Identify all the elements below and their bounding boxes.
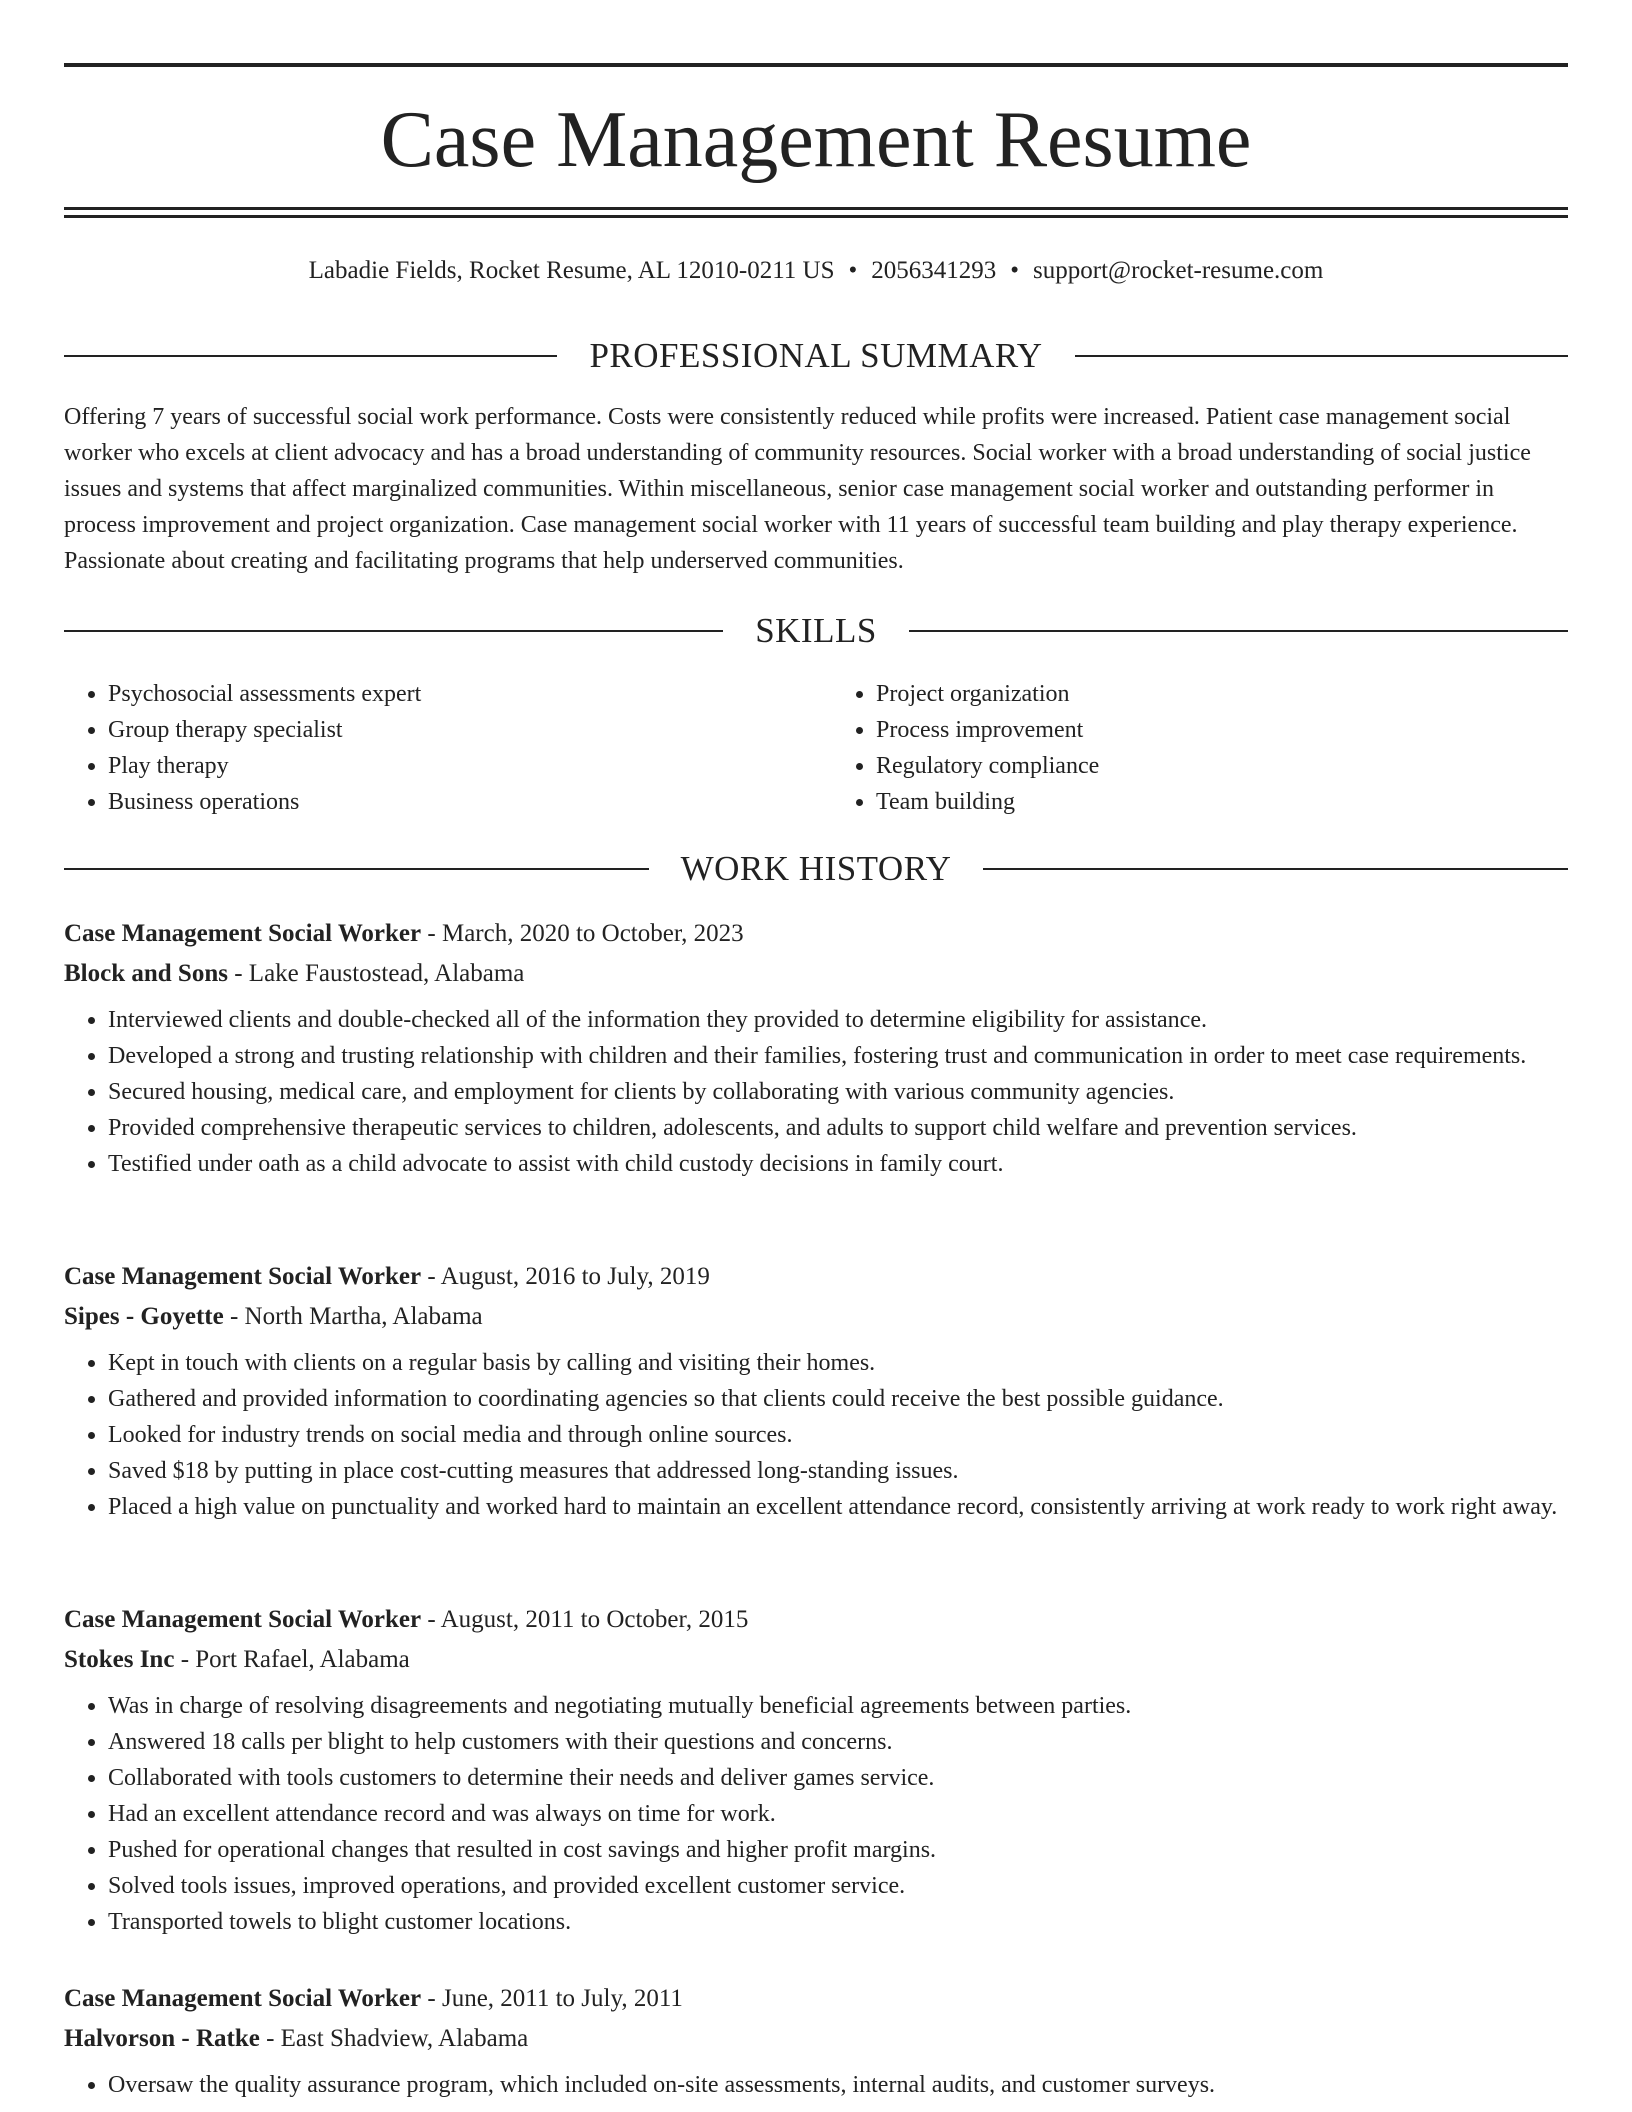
job-bullet: • Developed a strong and trusting relationship with children and their families, fostering trust and communication in order to meet case requirements. <box>108 1038 1568 1074</box>
dash: - <box>421 1606 441 1633</box>
divider <box>983 868 1568 870</box>
job-bullets <box>64 1345 1568 1525</box>
dash: - <box>259 2025 281 2052</box>
skills-list <box>64 676 1568 820</box>
job-dates: March, 2020 to October, 2023 <box>441 920 744 947</box>
job-dates: June, 2011 to July, 2011 <box>441 1985 683 2012</box>
summary-text: Offering 7 years of successful social work performance. Costs were consistently reduced while profits were increased. Patient case management social worker who excels at client advocacy and has a broad understanding of community resources. Social worker with a broad understanding of social justice issues and systems that affect marginalized communities. Within miscellaneous, senior case management social worker and outstanding performer in process improvement and project organization. Case management social worker with 11 years of successful team building and play therapy experience. Passionate about creating and facilitating programs that help underserved communities. <box>64 404 1531 574</box>
skill-item: • Business operations <box>108 784 816 820</box>
skill-item: • Regulatory compliance <box>876 748 1568 784</box>
section-title: SKILLS <box>755 611 877 650</box>
job-bullet: • Oversaw the quality assurance program, which included on-site assessments, internal audits, and customer surveys. <box>108 2067 1568 2103</box>
job-location: Lake Faustostead, Alabama <box>248 960 525 987</box>
contact-separator: • <box>848 257 858 284</box>
job-title: Case Management Social Worker <box>64 920 422 947</box>
job-title: Case Management Social Worker <box>64 1606 422 1633</box>
skill-item: • Psychosocial assessments expert <box>108 676 816 712</box>
dash: - <box>223 1303 245 1330</box>
job-title-line <box>64 1979 1568 2019</box>
dash: - <box>227 960 249 987</box>
job-bullet: • Placed a high value on punctuality and worked hard to maintain an excellent attendance record, consistently arriving at work ready to work right away. <box>108 1489 1568 1525</box>
divider <box>1075 355 1568 357</box>
job-bullets <box>64 1002 1568 1182</box>
job-title-line <box>64 1600 1568 1640</box>
skill-item: • Process improvement <box>876 712 1568 748</box>
job-dates: August, 2011 to October, 2015 <box>440 1606 749 1633</box>
contact-email: support@rocket-resume.com <box>1033 257 1324 284</box>
divider <box>64 868 649 870</box>
job-bullet: • Gathered and provided information to coordinating agencies so that clients could receive the best possible guidance. <box>108 1381 1568 1417</box>
work-heading <box>64 847 1568 891</box>
job-bullet: • Interviewed clients and double-checked all of the information they provided to determine eligibility for assistance. <box>108 1002 1568 1038</box>
contact-separator: • <box>1010 257 1020 284</box>
job-company-line <box>64 954 1568 994</box>
section-title: PROFESSIONAL SUMMARY <box>589 336 1043 375</box>
job-bullet: • Testified under oath as a child advocate to assist with child custody decisions in family court. <box>108 1146 1568 1182</box>
skill-item: • Play therapy <box>108 748 816 784</box>
title-rule-lower <box>64 215 1568 218</box>
job-bullet: • Transported towels to blight customer locations. <box>108 1904 1568 1940</box>
title-rule-upper <box>64 207 1568 210</box>
job-title-line <box>64 1257 1568 1297</box>
skill-item: • Project organization <box>876 676 1568 712</box>
job-bullets <box>64 1688 1568 1940</box>
job-bullet: • Looked for industry trends on social media and through online sources. <box>108 1417 1568 1453</box>
skills-column-right <box>816 676 1568 820</box>
job-company: Stokes Inc <box>64 1646 175 1673</box>
job-bullet: • Solved tools issues, improved operations, and provided excellent customer service. <box>108 1868 1568 1904</box>
job-bullet: • Answered 18 calls per blight to help customers with their questions and concerns. <box>108 1724 1568 1760</box>
job-location: Port Rafael, Alabama <box>195 1646 410 1673</box>
job-location: East Shadview, Alabama <box>280 2025 529 2052</box>
job-bullet: • Saved $18 by putting in place cost-cutting measures that addressed long-standing issues. <box>108 1453 1568 1489</box>
section-title: WORK HISTORY <box>680 849 952 888</box>
contact-line <box>64 255 1568 287</box>
job-entry <box>64 1600 1568 1940</box>
job-company-line <box>64 1297 1568 1337</box>
job-entry <box>64 1979 1568 2103</box>
job-company: Sipes - Goyette <box>64 1303 224 1330</box>
contact-address: Labadie Fields, Rocket Resume, AL 12010-0211 US <box>308 257 835 284</box>
dash: - <box>421 1263 441 1290</box>
job-bullet: • Was in charge of resolving disagreements and negotiating mutually beneficial agreements between parties. <box>108 1688 1568 1724</box>
job-company-line <box>64 2019 1568 2059</box>
job-bullet: • Pushed for operational changes that resulted in cost savings and higher profit margins. <box>108 1832 1568 1868</box>
job-bullet: • Provided comprehensive therapeutic services to children, adolescents, and adults to support child welfare and prevention services. <box>108 1110 1568 1146</box>
job-title: Case Management Social Worker <box>64 1985 422 2012</box>
job-entry <box>64 1257 1568 1525</box>
skills-heading <box>64 609 1568 653</box>
job-bullet: • Secured housing, medical care, and employment for clients by collaborating with various community agencies. <box>108 1074 1568 1110</box>
dash: - <box>421 920 442 947</box>
job-company: Block and Sons <box>64 960 228 987</box>
divider <box>64 630 723 632</box>
job-bullets <box>64 2067 1568 2103</box>
top-rule <box>64 63 1568 67</box>
resume-title: Case Management Resume <box>380 96 1252 184</box>
job-title: Case Management Social Worker <box>64 1263 422 1290</box>
job-bullet: • Kept in touch with clients on a regular basis by calling and visiting their homes. <box>108 1345 1568 1381</box>
job-company: Halvorson - Ratke <box>64 2025 260 2052</box>
job-title-line <box>64 914 1568 954</box>
job-entry <box>64 914 1568 1182</box>
job-dates: August, 2016 to July, 2019 <box>440 1263 710 1290</box>
dash: - <box>174 1646 196 1673</box>
skills-column-left <box>64 676 816 820</box>
divider <box>64 355 557 357</box>
summary-heading <box>64 334 1568 378</box>
job-company-line <box>64 1640 1568 1680</box>
contact-phone: 2056341293 <box>871 257 997 284</box>
job-location: North Martha, Alabama <box>244 1303 483 1330</box>
dash: - <box>421 1985 442 2012</box>
job-bullet: • Collaborated with tools customers to determine their needs and deliver games service. <box>108 1760 1568 1796</box>
job-bullet: • Had an excellent attendance record and was always on time for work. <box>108 1796 1568 1832</box>
skill-item: • Group therapy specialist <box>108 712 816 748</box>
skill-item: • Team building <box>876 784 1568 820</box>
divider <box>909 630 1568 632</box>
